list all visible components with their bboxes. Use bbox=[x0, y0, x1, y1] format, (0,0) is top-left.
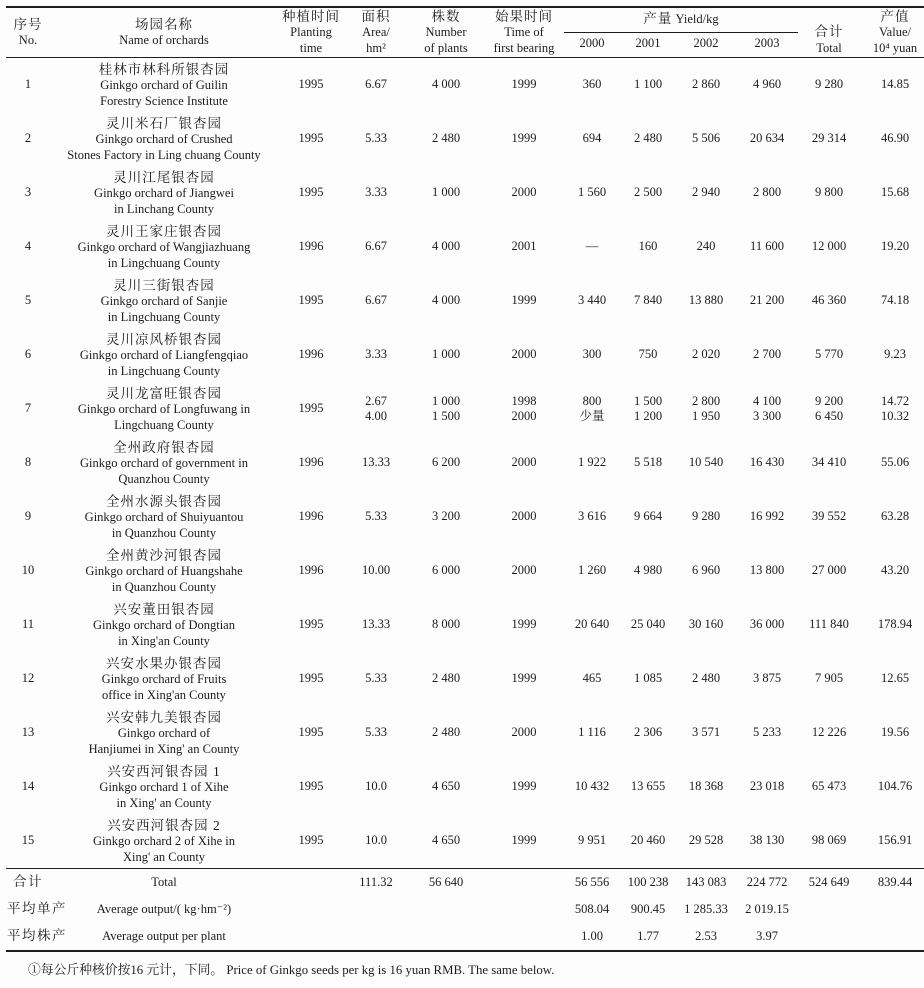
orchard-yield-2002: 3 571 bbox=[691, 725, 721, 740]
orchard-first-bearing: 1999 bbox=[511, 293, 537, 308]
orchard-yield-2001: 1 100 bbox=[633, 77, 663, 92]
orchard-yield-2002: 9 280 bbox=[691, 509, 721, 524]
orchard-yield-2002: 2 800 1 950 bbox=[691, 393, 721, 423]
orchard-yield-2000: — bbox=[585, 239, 599, 254]
orchard-name: 灵川凉风桥银杏园 Ginkgo orchard of Liangfengqiao in Lingchuang County bbox=[79, 331, 249, 378]
orchard-yield-2003: 4 960 bbox=[752, 77, 782, 92]
summary-total-sum: 524 649 bbox=[808, 874, 850, 889]
orchard-name: 灵川米石厂银杏园 Ginkgo orchard of Crushed Stones Factory in Ling chuang County bbox=[67, 115, 261, 162]
orchard-area: 13.33 bbox=[361, 455, 391, 470]
orchard-plants: 4 650 bbox=[431, 779, 461, 794]
orchard-yield-total: 111 840 bbox=[809, 617, 849, 632]
orchard-yield-2001: 2 306 bbox=[633, 725, 663, 740]
orchard-yield-total: 34 410 bbox=[811, 455, 847, 470]
orchard-value: 12.65 bbox=[880, 671, 910, 686]
orchard-yield-total: 27 000 bbox=[811, 563, 847, 578]
orchard-plants: 8 000 bbox=[431, 617, 461, 632]
col-header-value: 产值 Value/ 10⁴ yuan bbox=[872, 9, 918, 55]
orchard-yield-2000: 9 951 bbox=[577, 833, 607, 848]
orchard-first-bearing: 2000 bbox=[511, 563, 537, 578]
orchard-yield-total: 12 226 bbox=[811, 725, 847, 740]
orchard-yield-total: 5 770 bbox=[814, 347, 844, 362]
orchard-yield-2001: 25 040 bbox=[630, 617, 666, 632]
orchard-no: 10 bbox=[21, 563, 35, 578]
orchard-yield-2003: 16 430 bbox=[749, 455, 785, 470]
col-header-2000: 2000 bbox=[579, 36, 605, 51]
orchard-yield-total: 39 552 bbox=[811, 509, 847, 524]
orchard-value: 74.18 bbox=[880, 293, 910, 308]
summary-row-total bbox=[6, 868, 924, 896]
col-header-plants: 株数 Number of plants bbox=[424, 9, 468, 55]
col-header-yield-total: 合计 Total bbox=[814, 24, 844, 55]
orchard-first-bearing: 1999 bbox=[511, 671, 537, 686]
orchard-yield-2001: 9 664 bbox=[633, 509, 663, 524]
orchard-planting-time: 1995 bbox=[298, 77, 324, 92]
orchard-plants: 4 000 bbox=[431, 77, 461, 92]
col-header-area: 面积 Area/ hm² bbox=[361, 9, 391, 55]
orchard-yield-total: 29 314 bbox=[811, 131, 847, 146]
orchard-no: 1 bbox=[24, 77, 32, 92]
orchard-planting-time: 1996 bbox=[298, 239, 324, 254]
orchard-yield-total: 65 473 bbox=[811, 779, 847, 794]
orchard-yield-2000: 1 116 bbox=[578, 725, 606, 740]
orchard-area: 5.33 bbox=[365, 671, 387, 686]
summary-total-area: 111.32 bbox=[359, 874, 393, 889]
orchard-planting-time: 1995 bbox=[298, 131, 324, 146]
col-header-first-bearing: 始果时间 Time of first bearing bbox=[493, 9, 555, 55]
summary-section bbox=[6, 868, 924, 951]
orchard-first-bearing: 1999 bbox=[511, 617, 537, 632]
orchard-yield-2001: 20 460 bbox=[630, 833, 666, 848]
orchard-yield-2002: 2 940 bbox=[691, 185, 721, 200]
orchard-no: 2 bbox=[24, 131, 32, 146]
orchard-yield-2003: 21 200 bbox=[749, 293, 785, 308]
table-row bbox=[6, 57, 924, 112]
col-header-2003: 2003 bbox=[754, 36, 780, 51]
orchard-plants: 1 000 bbox=[431, 347, 461, 362]
col-header-no-en: No. bbox=[18, 33, 38, 48]
orchard-name: 兴安韩九美银杏园 Ginkgo orchard of Hanjiumei in Xing' an County bbox=[88, 709, 240, 756]
orchard-yield-2001: 1 085 bbox=[633, 671, 663, 686]
orchard-planting-time: 1996 bbox=[298, 563, 324, 578]
orchard-first-bearing: 2001 bbox=[511, 239, 537, 254]
orchard-plants: 3 200 bbox=[431, 509, 461, 524]
orchard-yield-2002: 30 160 bbox=[688, 617, 724, 632]
orchard-value: 63.28 bbox=[880, 509, 910, 524]
orchard-no: 8 bbox=[24, 455, 32, 470]
orchard-plants: 4 000 bbox=[431, 239, 461, 254]
orchard-yield-2003: 11 600 bbox=[750, 239, 784, 254]
orchard-yield-total: 98 069 bbox=[811, 833, 847, 848]
table-row bbox=[6, 706, 924, 760]
orchard-yield-2003: 16 992 bbox=[749, 509, 785, 524]
orchard-planting-time: 1995 bbox=[298, 293, 324, 308]
orchard-yield-2000: 10 432 bbox=[574, 779, 610, 794]
orchard-area: 6.67 bbox=[365, 293, 387, 308]
orchard-first-bearing: 1999 bbox=[511, 131, 537, 146]
orchard-yield-total: 7 905 bbox=[814, 671, 844, 686]
avg-yield-y2001: 900.45 bbox=[630, 901, 666, 916]
orchard-area: 5.33 bbox=[365, 509, 387, 524]
col-header-name-en: Name of orchards bbox=[119, 33, 209, 48]
orchard-yield-2000: 20 640 bbox=[574, 617, 610, 632]
orchard-yield-2001: 160 bbox=[638, 239, 658, 254]
orchard-planting-time: 1996 bbox=[298, 509, 324, 524]
orchard-no: 6 bbox=[24, 347, 32, 362]
orchard-value: 19.56 bbox=[880, 725, 910, 740]
orchard-yield-2001: 13 655 bbox=[630, 779, 666, 794]
orchard-first-bearing: 2000 bbox=[511, 347, 537, 362]
orchard-yield-2002: 2 860 bbox=[691, 77, 721, 92]
orchard-first-bearing: 1999 bbox=[511, 779, 537, 794]
table-row bbox=[6, 814, 924, 869]
orchard-rows bbox=[6, 57, 924, 868]
orchard-area: 10.0 bbox=[365, 833, 387, 848]
orchard-yield-2000: 360 bbox=[582, 77, 602, 92]
orchard-yield-2001: 5 518 bbox=[633, 455, 663, 470]
summary-total-plants: 56 640 bbox=[428, 874, 464, 889]
orchard-yield-2003: 5 233 bbox=[752, 725, 782, 740]
orchard-yield-2000: 465 bbox=[582, 671, 602, 686]
table-row bbox=[6, 436, 924, 490]
table-row bbox=[6, 166, 924, 220]
orchard-name: 灵川三街银杏园 Ginkgo orchard of Sanjie in Lingchuang County bbox=[100, 277, 228, 324]
orchard-first-bearing: 1999 bbox=[511, 77, 537, 92]
orchard-name: 兴安水果办银杏园 Ginkgo orchard of Fruits office in Xing'an County bbox=[101, 655, 227, 702]
orchard-name: 灵川龙富旺银杏园 Ginkgo orchard of Longfuwang in Lingchuang County bbox=[77, 385, 251, 432]
orchard-value: 15.68 bbox=[880, 185, 910, 200]
orchard-area: 6.67 bbox=[365, 77, 387, 92]
orchard-plants: 2 480 bbox=[431, 725, 461, 740]
orchard-area: 13.33 bbox=[361, 617, 391, 632]
col-header-no-cn: 序号 bbox=[13, 16, 43, 32]
orchard-yield-2000: 1 560 bbox=[577, 185, 607, 200]
orchard-no: 9 bbox=[24, 509, 32, 524]
orchard-planting-time: 1995 bbox=[298, 401, 324, 416]
orchard-area: 10.00 bbox=[361, 563, 391, 578]
avg-yield-label-cn: 平均单产 bbox=[7, 901, 67, 917]
orchard-area: 6.67 bbox=[365, 239, 387, 254]
summary-total-label-en: Total bbox=[151, 874, 177, 889]
avg-yield-label-en: Average output/( kg·hm⁻²) bbox=[96, 901, 232, 916]
orchard-yield-2003: 13 800 bbox=[749, 563, 785, 578]
orchard-value: 14.85 bbox=[880, 77, 910, 92]
table-row bbox=[6, 112, 924, 166]
table-row bbox=[6, 490, 924, 544]
orchard-plants: 6 000 bbox=[431, 563, 461, 578]
avg-plant-label-cn: 平均株产 bbox=[7, 928, 67, 944]
orchard-yield-2002: 10 540 bbox=[688, 455, 724, 470]
orchard-yield-2002: 6 960 bbox=[691, 563, 721, 578]
col-header-2001: 2001 bbox=[635, 36, 661, 51]
orchard-plants: 2 480 bbox=[431, 131, 461, 146]
orchard-no: 11 bbox=[21, 617, 35, 632]
avg-yield-y2002: 1 285.33 bbox=[684, 901, 728, 916]
orchard-planting-time: 1995 bbox=[298, 671, 324, 686]
orchard-value: 14.72 10.32 bbox=[880, 393, 910, 423]
col-header-no bbox=[6, 7, 50, 57]
table-header bbox=[6, 7, 924, 57]
orchard-name: 全州水源头银杏园 Ginkgo orchard of Shuiyuantou in Quanzhou County bbox=[84, 493, 244, 540]
orchard-value: 46.90 bbox=[880, 131, 910, 146]
summary-total-y2003: 224 772 bbox=[746, 874, 788, 889]
avg-plant-y2003: 3.97 bbox=[756, 928, 778, 943]
orchard-area: 5.33 bbox=[365, 725, 387, 740]
orchard-name: 桂林市林科所银杏园 Ginkgo orchard of Guilin Forestry Science Institute bbox=[98, 61, 230, 108]
summary-total-value: 839.44 bbox=[877, 874, 913, 889]
orchard-first-bearing: 1998 2000 bbox=[511, 393, 537, 423]
orchard-no: 4 bbox=[24, 239, 32, 254]
summary-row-avg-plant bbox=[6, 923, 924, 951]
orchard-no: 13 bbox=[21, 725, 35, 740]
orchard-yield-2003: 38 130 bbox=[749, 833, 785, 848]
orchard-name: 兴安董田银杏园 Ginkgo orchard of Dongtian in Xing'an County bbox=[93, 601, 235, 648]
orchard-name: 灵川王家庄银杏园 Ginkgo orchard of Wangjiazhuang in Lingchuang County bbox=[77, 223, 251, 270]
orchard-yield-2000: 800 少量 bbox=[579, 393, 605, 423]
orchard-value: 19.20 bbox=[880, 239, 910, 254]
avg-plant-label-en: Average output per plant bbox=[102, 928, 226, 943]
orchard-name: 全州黄沙河银杏园 Ginkgo orchard of Huangshahe in Quanzhou County bbox=[85, 547, 243, 594]
orchard-yield-2002: 5 506 bbox=[691, 131, 721, 146]
ginkgo-orchards-table bbox=[6, 6, 924, 952]
avg-yield-y2000: 508.04 bbox=[574, 901, 610, 916]
orchard-yield-2003: 2 800 bbox=[752, 185, 782, 200]
orchard-value: 9.23 bbox=[884, 347, 906, 362]
orchard-area: 3.33 bbox=[365, 185, 387, 200]
orchard-name: 兴安西河银杏园 2 Ginkgo orchard 2 of Xihe in Xing' an County bbox=[93, 817, 235, 864]
orchard-name: 灵川江尾银杏园 Ginkgo orchard of Jiangwei in Linchang County bbox=[94, 169, 234, 216]
orchard-yield-2002: 13 880 bbox=[688, 293, 724, 308]
orchard-first-bearing: 2000 bbox=[511, 185, 537, 200]
orchard-yield-2002: 29 528 bbox=[688, 833, 724, 848]
col-header-2002: 2002 bbox=[693, 36, 719, 51]
orchard-yield-2002: 18 368 bbox=[688, 779, 724, 794]
avg-plant-y2001: 1.77 bbox=[637, 928, 659, 943]
orchard-yield-2003: 4 100 3 300 bbox=[752, 393, 782, 423]
orchard-yield-2003: 2 700 bbox=[752, 347, 782, 362]
table-row bbox=[6, 598, 924, 652]
table-row bbox=[6, 760, 924, 814]
orchard-planting-time: 1995 bbox=[298, 725, 324, 740]
orchard-yield-2001: 2 500 bbox=[633, 185, 663, 200]
orchard-no: 14 bbox=[21, 779, 35, 794]
orchard-no: 7 bbox=[24, 401, 32, 416]
orchard-yield-total: 9 280 bbox=[814, 77, 844, 92]
orchard-yield-2001: 4 980 bbox=[633, 563, 663, 578]
col-header-name-cn: 场园名称 bbox=[135, 16, 193, 32]
orchard-area: 2.67 4.00 bbox=[365, 393, 387, 423]
orchard-plants: 1 000 bbox=[431, 185, 461, 200]
orchard-area: 10.0 bbox=[365, 779, 387, 794]
summary-row-avg-yield bbox=[6, 896, 924, 923]
avg-plant-y2002: 2.53 bbox=[695, 928, 717, 943]
orchard-no: 5 bbox=[24, 293, 32, 308]
table-row bbox=[6, 382, 924, 436]
orchard-value: 43.20 bbox=[880, 563, 910, 578]
orchard-no: 12 bbox=[21, 671, 35, 686]
orchard-yield-total: 9 200 6 450 bbox=[814, 393, 844, 423]
orchard-area: 5.33 bbox=[365, 131, 387, 146]
orchard-plants: 4 000 bbox=[431, 293, 461, 308]
footnote: ①每公斤种核价按16 元计，下同。 Price of Ginkgo seeds per kg is 16 yuan RMB. The same below. bbox=[28, 962, 555, 977]
orchard-name: 全州政府银杏园 Ginkgo orchard of government in Quanzhou County bbox=[79, 439, 248, 486]
orchard-planting-time: 1995 bbox=[298, 617, 324, 632]
table-row bbox=[6, 328, 924, 382]
orchard-yield-2002: 2 020 bbox=[691, 347, 721, 362]
orchard-yield-2001: 2 480 bbox=[633, 131, 663, 146]
orchard-yield-2001: 1 500 1 200 bbox=[633, 393, 663, 423]
avg-plant-y2000: 1.00 bbox=[581, 928, 603, 943]
summary-total-y2001: 100 238 bbox=[627, 874, 669, 889]
orchard-yield-2002: 240 bbox=[696, 239, 716, 254]
orchard-planting-time: 1995 bbox=[298, 185, 324, 200]
orchard-planting-time: 1996 bbox=[298, 347, 324, 362]
orchard-yield-2003: 20 634 bbox=[749, 131, 785, 146]
orchard-plants: 4 650 bbox=[431, 833, 461, 848]
table-row bbox=[6, 652, 924, 706]
avg-yield-y2003: 2 019.15 bbox=[745, 901, 789, 916]
summary-total-y2000: 56 556 bbox=[574, 874, 610, 889]
orchard-plants: 2 480 bbox=[431, 671, 461, 686]
orchard-planting-time: 1995 bbox=[298, 833, 324, 848]
orchard-yield-2000: 694 bbox=[582, 131, 602, 146]
summary-total-label-cn: 合计 bbox=[13, 874, 43, 890]
orchard-yield-2000: 3 616 bbox=[577, 509, 607, 524]
orchard-area: 3.33 bbox=[365, 347, 387, 362]
orchard-yield-2000: 1 260 bbox=[577, 563, 607, 578]
orchard-yield-2000: 1 922 bbox=[577, 455, 607, 470]
orchard-no: 3 bbox=[24, 185, 32, 200]
orchard-name: 兴安西河银杏园 1 Ginkgo orchard 1 of Xihe in Xing' an County bbox=[99, 763, 229, 810]
orchard-yield-2001: 750 bbox=[638, 347, 658, 362]
orchard-yield-total: 46 360 bbox=[811, 293, 847, 308]
orchard-first-bearing: 2000 bbox=[511, 509, 537, 524]
table-row bbox=[6, 220, 924, 274]
col-header-name bbox=[50, 7, 278, 57]
orchard-first-bearing: 2000 bbox=[511, 455, 537, 470]
orchard-yield-2000: 300 bbox=[582, 347, 602, 362]
orchard-yield-2003: 36 000 bbox=[749, 617, 785, 632]
orchard-yield-2002: 2 480 bbox=[691, 671, 721, 686]
orchard-first-bearing: 1999 bbox=[511, 833, 537, 848]
orchard-value: 178.94 bbox=[877, 617, 913, 632]
col-header-planting: 种植时间 Planting time bbox=[282, 9, 340, 55]
orchard-planting-time: 1995 bbox=[298, 779, 324, 794]
orchard-value: 104.76 bbox=[877, 779, 913, 794]
orchard-yield-2003: 3 875 bbox=[752, 671, 782, 686]
orchard-first-bearing: 2000 bbox=[511, 725, 537, 740]
table-row bbox=[6, 544, 924, 598]
orchard-no: 15 bbox=[21, 833, 35, 848]
orchard-yield-total: 9 800 bbox=[814, 185, 844, 200]
orchard-plants: 1 000 1 500 bbox=[431, 393, 461, 423]
table-row bbox=[6, 274, 924, 328]
orchard-planting-time: 1996 bbox=[298, 455, 324, 470]
orchard-yield-total: 12 000 bbox=[811, 239, 847, 254]
orchard-yield-2000: 3 440 bbox=[577, 293, 607, 308]
col-header-yield-group: 产量 Yield/kg bbox=[564, 7, 798, 32]
orchard-value: 156.91 bbox=[877, 833, 913, 848]
orchard-yield-2003: 23 018 bbox=[749, 779, 785, 794]
orchard-plants: 6 200 bbox=[431, 455, 461, 470]
orchard-yield-2001: 7 840 bbox=[633, 293, 663, 308]
summary-total-y2002: 143 083 bbox=[685, 874, 727, 889]
orchard-value: 55.06 bbox=[880, 455, 910, 470]
